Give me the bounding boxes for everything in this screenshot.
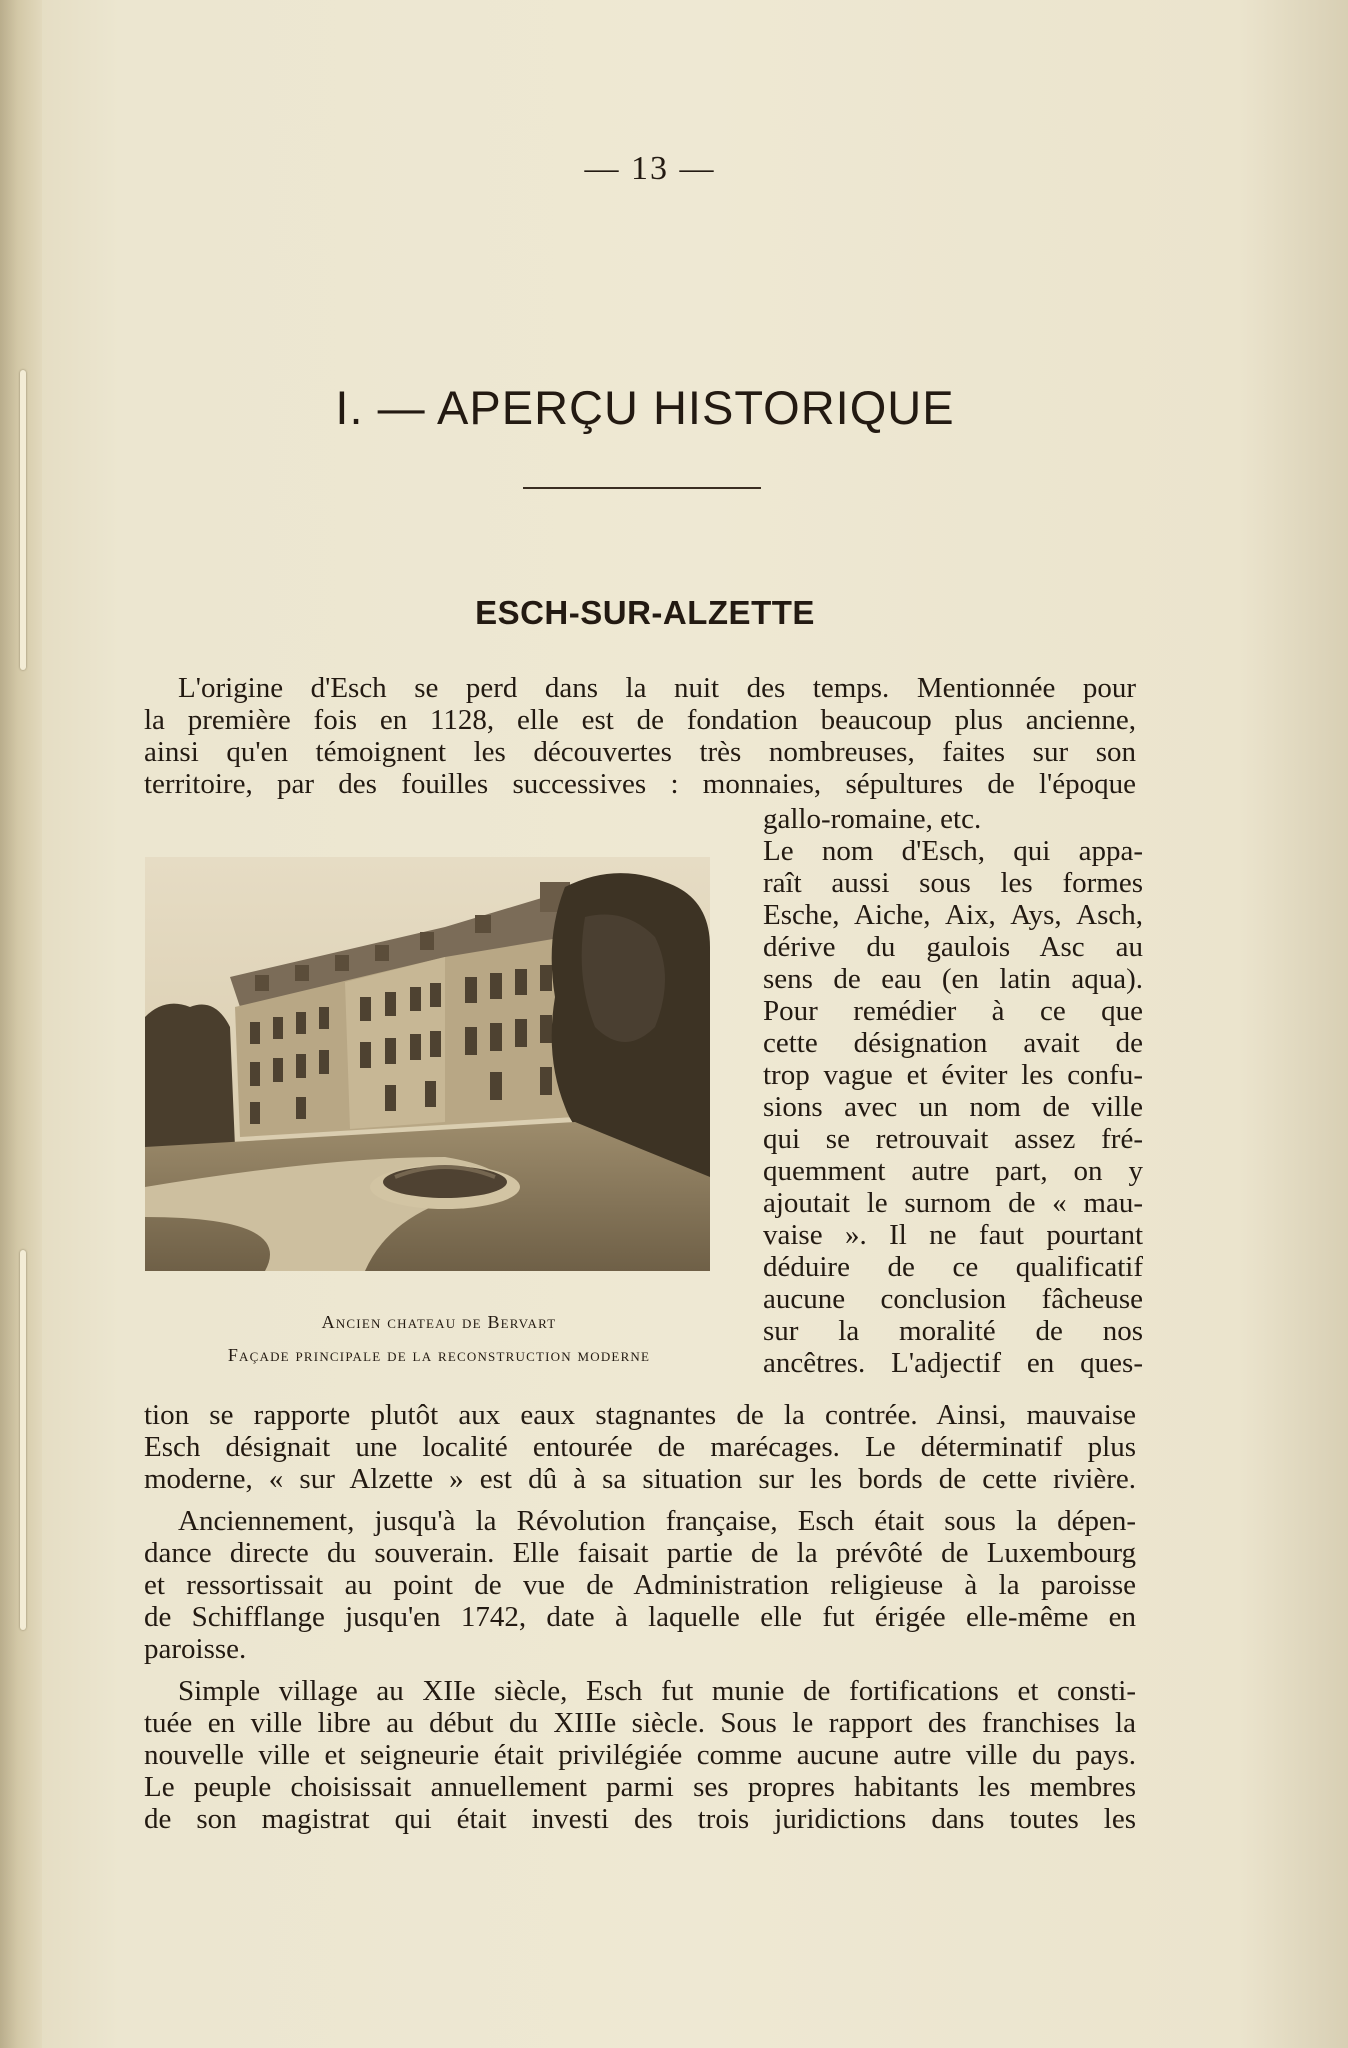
text-line: déduire de ce qualificatif xyxy=(763,1251,1143,1283)
text-line: de son magistrat qui était investi des trois juridictions dans toutes les xyxy=(144,1803,1136,1835)
text-line: Simple village au XIIe siècle, Esch fut munie de fortifications et consti- xyxy=(178,1675,1136,1707)
text-line: Esch désignait une localité entourée de marécages. Le déterminatif plus xyxy=(144,1431,1136,1463)
title-divider xyxy=(523,487,761,489)
text-line: raît aussi sous les formes xyxy=(763,867,1143,899)
text-line: la première fois en 1128, elle est de fondation beaucoup plus ancienne, xyxy=(144,704,1136,736)
text-line: territoire, par des fouilles successives : monnaies, sépultures de l'époque xyxy=(144,768,1136,800)
text-line: Esche, Aiche, Aix, Ays, Asch, xyxy=(763,899,1143,931)
text-line: moderne, « sur Alzette » est dû à sa situation sur les bords de cette rivière. xyxy=(144,1463,1136,1495)
text-line: Anciennement, jusqu'à la Révolution française, Esch était sous la dépen- xyxy=(178,1505,1136,1537)
text-line: Le peuple choisissait annuellement parmi ses propres habitants les membres xyxy=(144,1771,1136,1803)
binding-stitch xyxy=(20,1250,26,1630)
text-line: gallo-romaine, etc. xyxy=(763,803,982,835)
chapter-title: I. — APERÇU HISTORIQUE xyxy=(335,381,955,434)
text-line: sur la moralité de nos xyxy=(763,1315,1143,1347)
page-number: — 13 — xyxy=(584,150,716,187)
text-line: nouvelle ville et seigneurie était privilégiée comme aucune autre ville du pays. xyxy=(144,1739,1136,1771)
section-title: ESCH-SUR-ALZETTE xyxy=(475,594,815,631)
text-line: tuée en ville libre au début du XIIIe siècle. Sous le rapport des franchises la xyxy=(144,1707,1136,1739)
text-line: tion se rapporte plutôt aux eaux stagnantes de la contrée. Ainsi, mauvaise xyxy=(144,1399,1136,1431)
text-line: paroisse. xyxy=(144,1633,247,1665)
text-line: sions avec un nom de ville xyxy=(763,1091,1143,1123)
text-line: cette désignation avait de xyxy=(763,1027,1143,1059)
text-line: trop vague et éviter les confu- xyxy=(763,1059,1143,1091)
text-line: quemment autre part, on y xyxy=(763,1155,1143,1187)
chateau-photo xyxy=(145,857,710,1271)
image-caption-line2: Façade principale de la reconstruction moderne xyxy=(227,1345,651,1365)
text-line: L'origine d'Esch se perd dans la nuit des temps. Mentionnée pour xyxy=(178,672,1136,704)
text-line: et ressortissait au point de vue de Administration religieuse à la paroisse xyxy=(144,1569,1136,1601)
book-binding xyxy=(0,0,42,2048)
text-line: de Schifflange jusqu'en 1742, date à laquelle elle fut érigée elle-même en xyxy=(144,1601,1136,1633)
text-line: ancêtres. L'adjectif en ques- xyxy=(763,1347,1143,1379)
text-line: qui se retrouvait assez fré- xyxy=(763,1123,1143,1155)
text-line: ajoutait le surnom de « mau- xyxy=(763,1187,1143,1219)
text-line: Pour remédier à ce que xyxy=(763,995,1143,1027)
text-line: sens de eau (en latin aqua). xyxy=(763,963,1143,995)
text-line: dance directe du souverain. Elle faisait partie de la prévôté de Luxembourg xyxy=(144,1537,1136,1569)
text-line: dérive du gaulois Asc au xyxy=(763,931,1143,963)
text-line: Le nom d'Esch, qui appa- xyxy=(763,835,1143,867)
text-line: ainsi qu'en témoignent les découvertes très nombreuses, faites sur son xyxy=(144,736,1136,768)
chateau-illustration xyxy=(145,857,710,1271)
text-line: aucune conclusion fâcheuse xyxy=(763,1283,1143,1315)
image-caption-line1: Ancien chateau de Bervart xyxy=(321,1312,557,1332)
text-line: vaise ». Il ne faut pourtant xyxy=(763,1219,1143,1251)
